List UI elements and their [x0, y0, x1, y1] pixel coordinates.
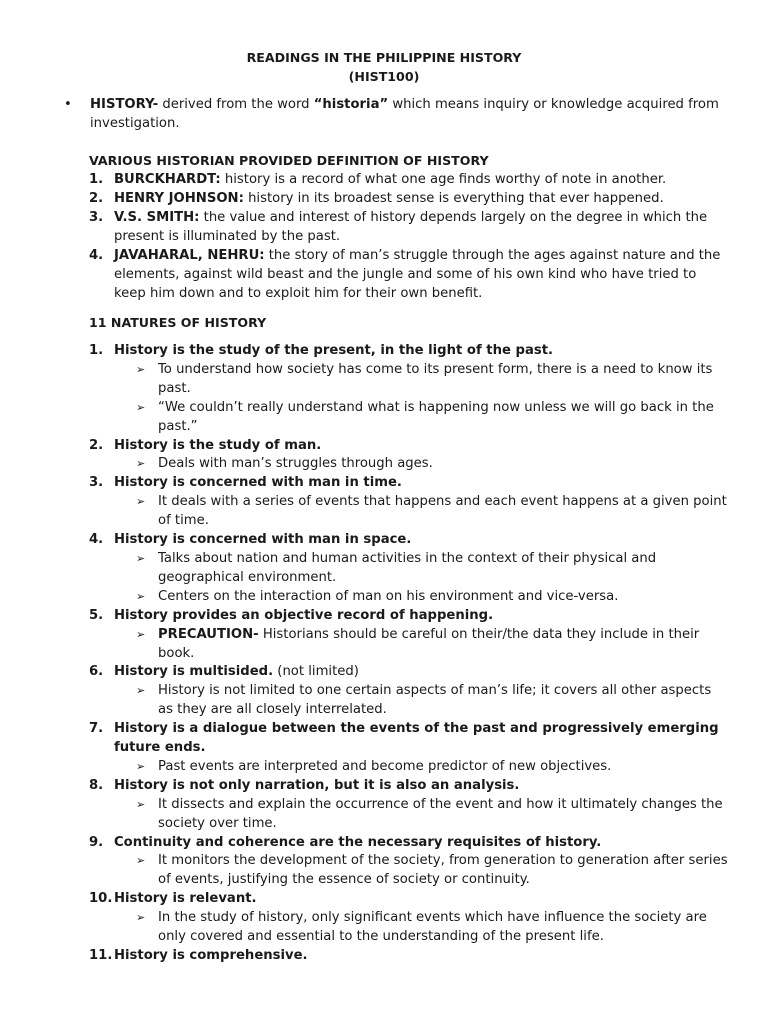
arrow-bullet-icon: ➢ — [136, 797, 146, 811]
subpoint-text: In the study of history, only significant events which have influence the society are only covered and essential to the understanding of the present life. — [158, 910, 707, 945]
nature-item — [89, 947, 729, 966]
nature-item — [89, 474, 729, 493]
definition-text: history in its broadest sense is everything that ever happened. — [243, 191, 664, 206]
nature-number: 9. — [89, 834, 104, 850]
definition-name: HENRY JOHNSON: — [114, 191, 244, 206]
subpoint-text: “We couldn’t really understand what is happening now unless we will go back in the past.” — [158, 399, 714, 434]
nature-title: History is relevant. — [114, 891, 257, 907]
definitions-heading: VARIOUS HISTORIAN PROVIDED DEFINITION OF HISTORY — [89, 153, 489, 168]
definition-number: 1. — [89, 172, 104, 187]
intro-word: “historia” — [313, 97, 389, 112]
nature-number: 5. — [89, 607, 104, 623]
nature-subpoint — [89, 796, 729, 834]
nature-number: 3. — [89, 475, 104, 491]
nature-number: 11. — [89, 948, 113, 963]
arrow-bullet-icon: ➢ — [136, 457, 146, 471]
nature-title: History is multisided. — [114, 664, 274, 680]
arrow-bullet-icon: ➢ — [136, 684, 146, 698]
nature-subpoint — [89, 852, 729, 890]
nature-subpoint — [89, 626, 729, 664]
title-line-2: (HIST100) — [348, 69, 420, 84]
definition-number: 2. — [89, 191, 104, 206]
subpoint-text: History is not limited to one certain aspects of man’s life; it covers all other aspects as they are all closely interrelated. — [158, 683, 712, 718]
subpoint-text: To understand how society has come to its present form, there is a need to know its past. — [158, 361, 713, 396]
arrow-bullet-icon: ➢ — [136, 551, 146, 565]
definition-item — [89, 246, 725, 303]
definition-text: history is a record of what one age finds worthy of note in another. — [220, 172, 667, 187]
nature-number: 6. — [89, 664, 104, 680]
definitions-section — [89, 151, 725, 303]
definition-number: 4. — [89, 248, 104, 263]
arrow-bullet-icon: ➢ — [136, 759, 146, 773]
nature-title: Continuity and coherence are the necessary requisites of history. — [114, 834, 602, 850]
nature-note: (not limited) — [273, 664, 359, 680]
nature-title: History provides an objective record of happening. — [114, 607, 494, 623]
definition-item — [89, 189, 725, 208]
nature-number: 4. — [89, 532, 104, 548]
definition-number: 3. — [89, 210, 104, 225]
arrow-bullet-icon: ➢ — [136, 589, 146, 603]
intro-term: HISTORY- — [90, 97, 159, 112]
subpoint-text: It dissects and explain the occurrence of the event and how it ultimately changes the society over time. — [158, 796, 723, 831]
subpoint-text: It monitors the development of the society, from generation to generation after series of events, justifying the essence of society or continuity. — [158, 853, 728, 888]
nature-title: History is the study of the present, in the light of the past. — [114, 343, 554, 358]
document-title — [0, 48, 768, 86]
nature-number: 1. — [89, 343, 104, 358]
nature-subpoint — [89, 399, 729, 437]
subpoint-text: It deals with a series of events that happens and each event happens at a given point of time. — [158, 494, 727, 529]
nature-title: History is concerned with man in time. — [114, 475, 402, 491]
nature-subpoint — [89, 361, 729, 399]
nature-item — [89, 720, 729, 758]
natures-list — [89, 342, 729, 966]
arrow-bullet-icon: ➢ — [136, 495, 146, 509]
nature-subpoint — [89, 909, 729, 947]
nature-item — [89, 531, 729, 550]
definition-text: the value and interest of history depends largely on the degree in which the present is illuminated by the past. — [114, 210, 708, 244]
subpoint-text: Centers on the interaction of man on his environment and vice-versa. — [158, 588, 619, 604]
nature-subpoint — [89, 682, 729, 720]
nature-item — [89, 777, 729, 796]
title-line-1: READINGS IN THE PHILIPPINE HISTORY — [246, 50, 522, 65]
definitions-list — [89, 170, 725, 303]
nature-item — [89, 342, 729, 361]
nature-subpoint — [89, 455, 729, 474]
nature-subpoint — [89, 758, 729, 777]
definition-item — [89, 170, 725, 189]
nature-item — [89, 834, 729, 853]
subpoint-text: Past events are interpreted and become predictor of new objectives. — [158, 758, 612, 774]
definition-name: BURCKHARDT: — [114, 172, 221, 187]
definition-name: V.S. SMITH: — [114, 210, 200, 225]
definition-name: JAVAHARAL, NEHRU: — [114, 248, 265, 263]
arrow-bullet-icon: ➢ — [136, 911, 146, 925]
nature-title: History is the study of man. — [114, 437, 322, 453]
intro-paragraph — [64, 95, 724, 133]
arrow-bullet-icon: ➢ — [136, 400, 146, 414]
nature-item — [89, 437, 729, 456]
nature-number: 8. — [89, 777, 104, 793]
nature-title: History is not only narration, but it is also an analysis. — [114, 777, 520, 793]
nature-title: History is comprehensive. — [114, 948, 308, 963]
nature-subpoint — [89, 550, 729, 588]
nature-title: History is concerned with man in space. — [114, 532, 412, 548]
arrow-bullet-icon: ➢ — [136, 854, 146, 868]
subpoint-text: Deals with man’s struggles through ages. — [158, 456, 433, 472]
nature-item — [89, 607, 729, 626]
intro-post: which means inquiry or knowledge acquired from investigation. — [90, 97, 719, 131]
subpoint-text: Talks about nation and human activities in the context of their physical and geographical environment. — [158, 550, 657, 585]
nature-item — [89, 890, 729, 909]
nature-item — [89, 663, 729, 682]
nature-subpoint — [89, 493, 729, 531]
natures-heading: 11 NATURES OF HISTORY — [89, 315, 267, 330]
subpoint-lead: PRECAUTION- — [158, 626, 259, 642]
nature-subpoint — [89, 588, 729, 607]
nature-number: 2. — [89, 437, 104, 453]
arrow-bullet-icon: ➢ — [136, 362, 146, 376]
definition-text: the story of man’s struggle through the ages against nature and the elements, against wild beast and the jungle and some of his own kind who have tried to keep him down and to exploit him for their own benefit. — [114, 248, 721, 301]
bullet-icon: • — [64, 97, 72, 112]
arrow-bullet-icon: ➢ — [136, 627, 146, 641]
subpoint-text: Historians should be careful on their/the data they include in their book. — [158, 626, 700, 661]
nature-number: 10. — [89, 891, 113, 907]
intro-pre: derived from the word — [158, 97, 314, 112]
nature-number: 7. — [89, 721, 104, 737]
nature-title: History is a dialogue between the events of the past and progressively emerging future ends. — [114, 721, 719, 756]
definition-item — [89, 208, 725, 246]
